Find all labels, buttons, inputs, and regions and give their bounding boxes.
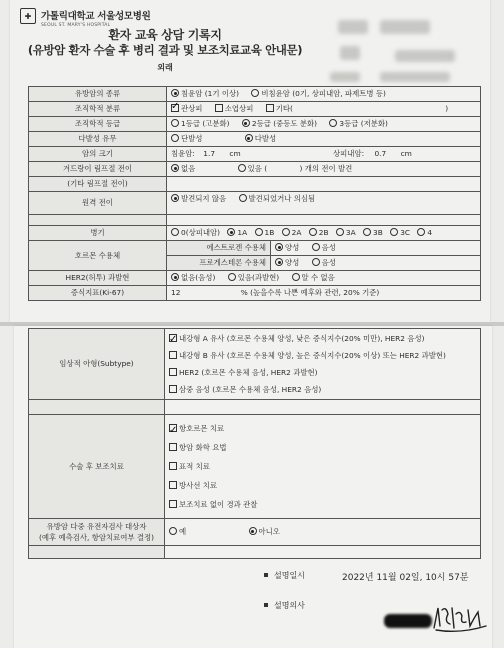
her2-radio-unknown[interactable] xyxy=(292,273,300,281)
subtype-label: 임상적 아형(Subtype) xyxy=(29,329,165,400)
row-spacer xyxy=(29,400,481,415)
option-label: 0(상피내암) xyxy=(181,228,221,237)
row-multiplicity xyxy=(29,132,481,147)
option-label: 양성 xyxy=(285,258,300,267)
cancer-type-radio-noninvasive[interactable] xyxy=(251,89,259,97)
stage-radio-3c[interactable] xyxy=(390,228,398,236)
option-label: 1A xyxy=(237,228,248,237)
option-label: 관상피 xyxy=(181,104,203,113)
option-label: 2등급 (중등도 분화) xyxy=(251,119,318,128)
option-label: 아니오 xyxy=(258,527,280,536)
row-grade xyxy=(29,117,481,132)
pr-radio-negative[interactable] xyxy=(312,258,320,266)
date-label: 설명일시 xyxy=(274,571,305,580)
option-label: 방사선 치료 xyxy=(179,481,218,490)
bullet-icon xyxy=(264,603,268,607)
redacted-doctor-name xyxy=(384,614,432,628)
row-size xyxy=(29,147,481,162)
row-histology xyxy=(29,102,481,117)
stage-radio-2b[interactable] xyxy=(309,228,317,236)
distant-radio-none[interactable] xyxy=(171,194,179,202)
option-label: 알 수 없음 xyxy=(301,273,335,282)
dcis-size-label: 상피내암: xyxy=(333,149,365,158)
cancer-type-label: 유방암의 종류 xyxy=(29,87,167,102)
subtype-checkbox-her2[interactable] xyxy=(169,368,177,376)
option-label: 1B xyxy=(264,228,275,237)
stage-radio-3b[interactable] xyxy=(363,228,371,236)
stage-radio-1a[interactable] xyxy=(227,228,235,236)
subtype-checkbox-luminal-a[interactable] xyxy=(169,334,177,342)
pathology-table xyxy=(28,86,481,301)
grade-radio-3[interactable] xyxy=(329,119,337,127)
stage-radio-1b[interactable] xyxy=(255,228,263,236)
multiplicity-radio-multiple[interactable] xyxy=(245,134,253,142)
distant-label: 원격 전이 xyxy=(29,192,167,215)
bracket-close: ) xyxy=(445,104,449,113)
doctor-label: 설명의사 xyxy=(274,601,305,610)
other-ln-label: (기타 림프절 전이) xyxy=(29,177,167,192)
option-label: 단발성 xyxy=(181,134,203,143)
row-genetic xyxy=(29,519,481,546)
hormone-label: 호르몬 수용체 xyxy=(29,241,167,271)
histology-checkbox-ductal[interactable] xyxy=(171,104,179,112)
option-label: 3A xyxy=(345,228,356,237)
grade-radio-2[interactable] xyxy=(242,119,250,127)
option-label: 2A xyxy=(291,228,302,237)
option-label: 표적 치료 xyxy=(179,462,210,471)
invasive-size-value: 1.7 xyxy=(203,149,216,158)
pr-label: 프로게스테론 수용체 xyxy=(167,256,271,271)
stage-radio-3a[interactable] xyxy=(336,228,344,236)
pr-radio-positive[interactable] xyxy=(275,258,283,266)
option-label: 내강형 A 유사 (호르몬 수용체 양성, 낮은 증식지수(20% 미만), HER2 음성) xyxy=(179,334,425,343)
row-axillary xyxy=(29,162,481,177)
hospital-seal-icon: ✚ xyxy=(20,8,36,24)
hospital-name: 가톨릭대학교 서울성모병원 xyxy=(41,11,151,22)
multiplicity-radio-single[interactable] xyxy=(171,134,179,142)
stage-radio-0[interactable] xyxy=(171,228,179,236)
dcis-size-value: 0.7 xyxy=(374,149,387,158)
option-label: 다발성 xyxy=(254,134,277,143)
row-er xyxy=(29,241,481,256)
option-label: 침윤암 (1기 이상) xyxy=(181,89,240,98)
genetic-radio-yes[interactable] xyxy=(169,527,177,535)
ki67-note: % (높을수록 나쁜 예후와 관련, 20% 기준) xyxy=(240,288,380,297)
er-radio-negative[interactable] xyxy=(312,243,320,251)
ward-label: 외래 xyxy=(157,63,173,72)
explanation-date-row xyxy=(264,570,305,581)
axillary-radio-none[interactable] xyxy=(171,164,179,172)
explanation-date-value: 2022년 11월 02일, 10시 57분 xyxy=(342,573,469,583)
explanation-doctor-row xyxy=(264,600,305,611)
row-distant xyxy=(29,192,481,215)
cancer-type-radio-invasive[interactable] xyxy=(171,89,179,97)
row-ki67 xyxy=(29,286,481,301)
adjuvant-checkbox-hormone[interactable] xyxy=(169,424,177,432)
er-radio-positive[interactable] xyxy=(275,243,283,251)
stage-radio-2a[interactable] xyxy=(282,228,290,236)
option-label: 소엽상피 xyxy=(224,104,254,113)
hospital-logo xyxy=(20,8,151,28)
bullet-icon xyxy=(264,573,268,577)
multiplicity-label: 다발성 유무 xyxy=(29,132,167,147)
option-label: 4 xyxy=(427,228,433,237)
row-spacer xyxy=(29,546,481,559)
option-label: 양성 xyxy=(285,243,300,252)
distant-radio-present[interactable] xyxy=(239,194,247,202)
size-label: 암의 크기 xyxy=(29,147,167,162)
stage-radio-4[interactable] xyxy=(417,228,425,236)
option-label: 기타( xyxy=(275,104,293,113)
redacted-patient-info xyxy=(395,50,455,62)
option-label: 삼중 음성 (호르몬 수용체 음성, HER2 음성) xyxy=(179,385,322,394)
histology-checkbox-other[interactable] xyxy=(266,104,274,112)
option-label: 발견되지 않음 xyxy=(181,194,227,203)
redacted-patient-info xyxy=(340,46,360,60)
size-unit: cm xyxy=(400,149,412,158)
redacted-patient-info xyxy=(380,72,450,82)
option-label: 3C xyxy=(400,228,411,237)
genetic-label-line1: 유방암 다중 유전자검사 대상자 xyxy=(46,522,147,531)
redacted-patient-info xyxy=(330,72,360,82)
option-label: 내강형 B 유사 (호르몬 수용체 양성, 높은 증식지수(20% 이상) 또는 HER2 과발현) xyxy=(179,351,446,360)
adjuvant-checkbox-targeted[interactable] xyxy=(169,462,177,470)
adjuvant-checkbox-radiation[interactable] xyxy=(169,481,177,489)
option-label: 1등급 (고분화) xyxy=(181,119,230,128)
her2-radio-negative[interactable] xyxy=(171,273,179,281)
option-label: 음성 xyxy=(321,243,336,252)
size-unit: cm xyxy=(229,149,241,158)
option-label: 발견되었거나 의심됨 xyxy=(248,194,316,203)
grade-radio-1[interactable] xyxy=(171,119,179,127)
row-subtype xyxy=(29,329,481,400)
redacted-patient-info xyxy=(338,20,368,34)
option-label: 없음(음성) xyxy=(181,273,216,282)
er-label: 에스트로겐 수용체 xyxy=(167,241,271,256)
genetic-label-line2: (예후 예측검사, 항암치료여부 결정) xyxy=(38,533,155,542)
redacted-patient-info xyxy=(380,20,430,34)
her2-label: HER2(허투) 과발현 xyxy=(29,271,167,286)
her2-radio-positive[interactable] xyxy=(228,273,236,281)
row-stage xyxy=(29,226,481,241)
axillary-radio-present[interactable] xyxy=(238,164,246,172)
histology-label: 조직학적 분류 xyxy=(29,102,167,117)
row-other-ln xyxy=(29,177,481,192)
histology-checkbox-lobular[interactable] xyxy=(215,104,223,112)
adjuvant-checkbox-observation[interactable] xyxy=(169,500,177,508)
option-label: 보조치료 없이 경과 관찰 xyxy=(179,500,258,509)
doctor-signature-icon xyxy=(430,600,490,636)
genetic-label xyxy=(29,519,165,546)
invasive-size-label: 침윤암: xyxy=(171,149,195,158)
row-cancer-type xyxy=(29,87,481,102)
option-label: 예 xyxy=(179,527,187,536)
subtype-checkbox-luminal-b[interactable] xyxy=(169,351,177,359)
row-her2 xyxy=(29,271,481,286)
ki67-value[interactable]: 12 xyxy=(171,288,181,297)
adjuvant-checkbox-chemo[interactable] xyxy=(169,443,177,451)
option-label: 음성 xyxy=(321,258,336,267)
axillary-suffix: ) 개의 전이 발견 xyxy=(299,164,353,173)
option-label: 없음 xyxy=(181,164,196,173)
subtype-checkbox-triple-negative[interactable] xyxy=(169,385,177,393)
ki67-label: 증식지표(Ki-67) xyxy=(29,286,167,301)
option-label: HER2 (호르몬 수용체 음성, HER2 과발현) xyxy=(179,368,318,377)
option-label: 3등급 (저분화) xyxy=(339,119,388,128)
row-adjuvant xyxy=(29,415,481,519)
form-subtitle: (유방암 환자 수술 후 병리 결과 및 보조치료교육 안내문) xyxy=(27,43,303,57)
option-label: 2B xyxy=(318,228,329,237)
axillary-label: 겨드랑이 림프절 전이 xyxy=(29,162,167,177)
grade-label: 조직학적 등급 xyxy=(29,117,167,132)
hospital-subname: SEOUL ST. MARY'S HOSPITAL xyxy=(41,23,111,28)
adjuvant-label: 수술 후 보조치료 xyxy=(29,415,165,519)
form-title: 환자 교육 상담 기록지 xyxy=(108,28,222,42)
option-label: 있음 ( xyxy=(247,164,268,173)
option-label: 항호르몬 치료 xyxy=(179,424,225,433)
genetic-radio-no[interactable] xyxy=(249,527,257,535)
row-spacer xyxy=(29,215,481,226)
stage-label: 병기 xyxy=(29,226,167,241)
option-label: 있음(과발현) xyxy=(237,273,280,282)
subtype-treatment-table xyxy=(28,328,481,559)
option-label: 비침윤암 (0기, 상피내암, 파제트병 등) xyxy=(261,89,386,98)
option-label: 3B xyxy=(373,228,383,237)
option-label: 항암 화학 요법 xyxy=(179,443,227,452)
